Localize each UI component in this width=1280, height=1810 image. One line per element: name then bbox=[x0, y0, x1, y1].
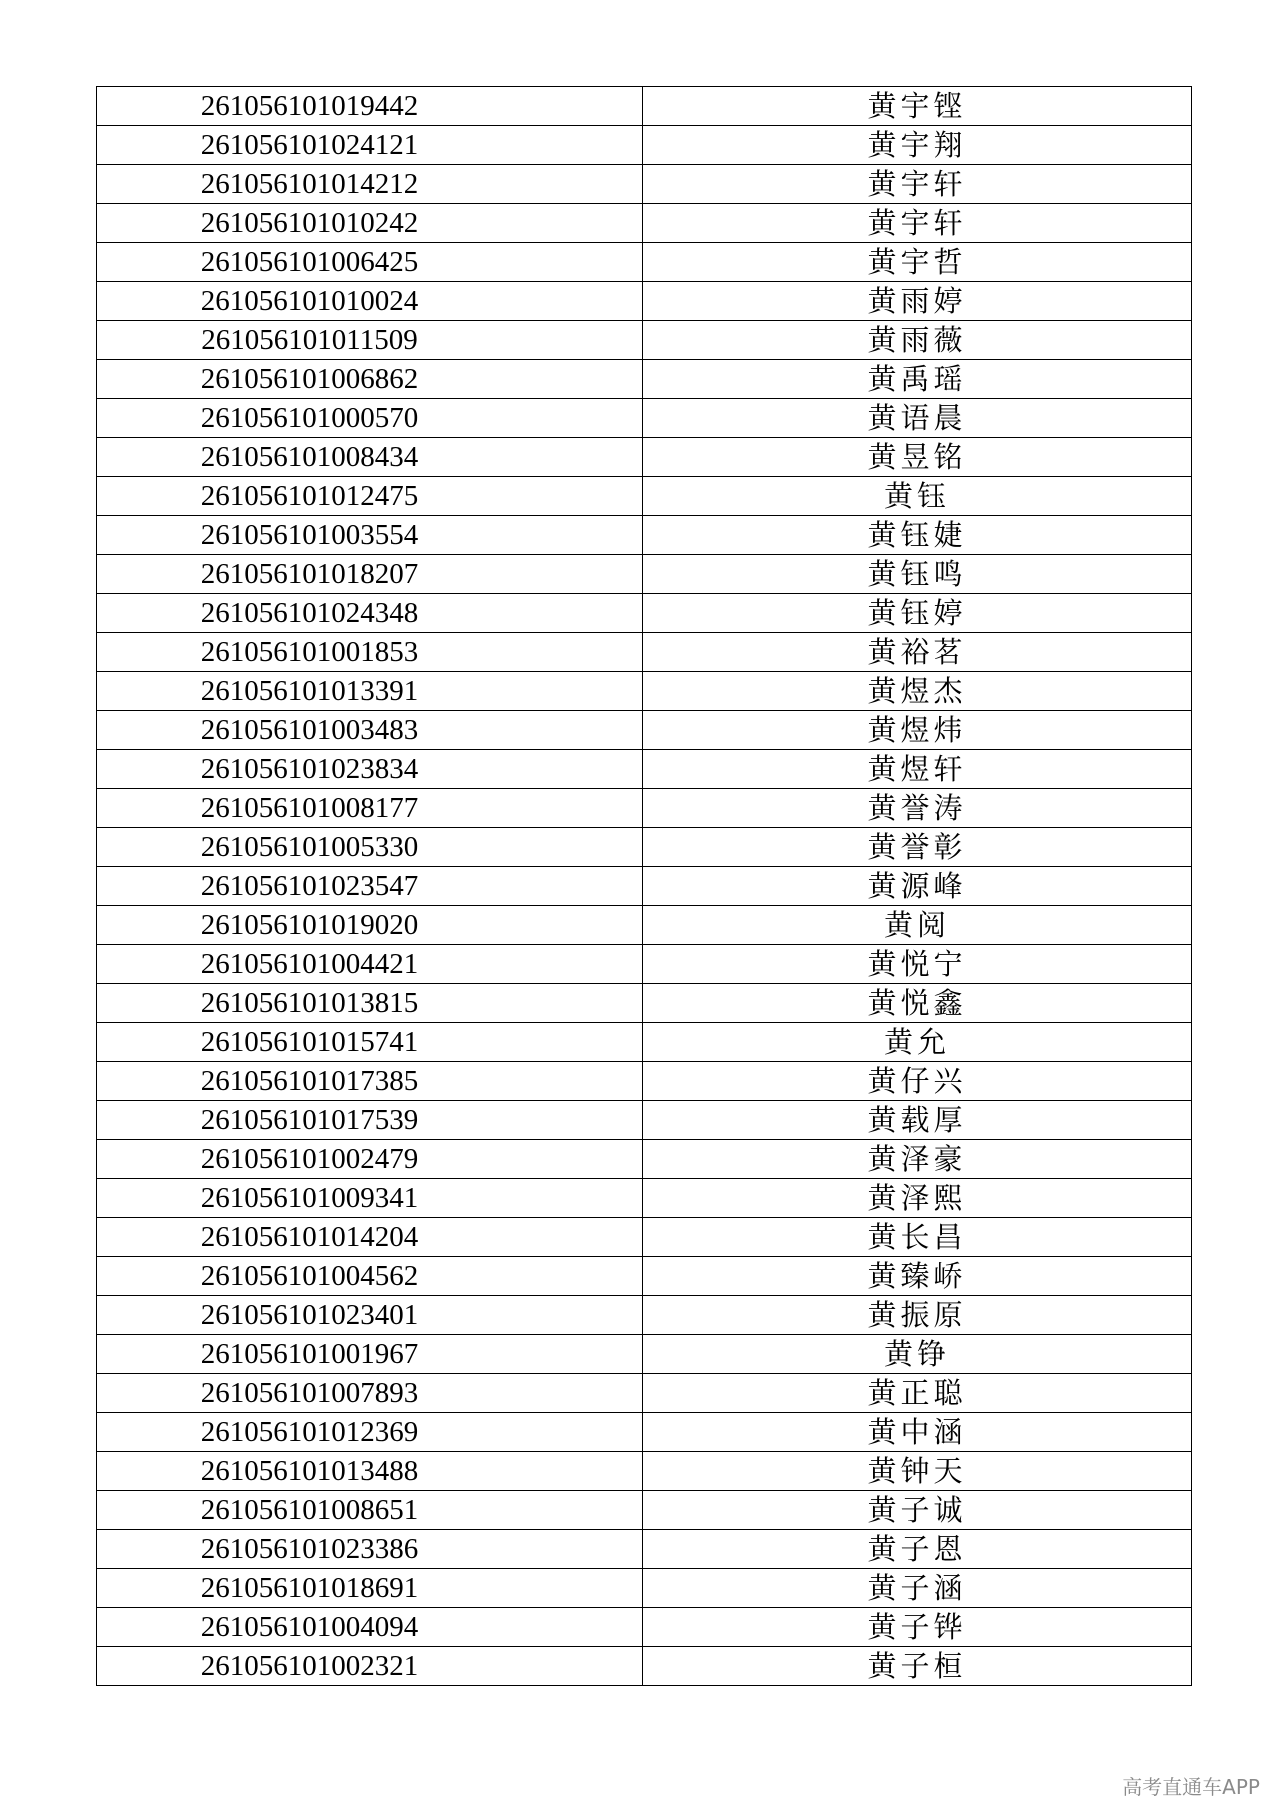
exam-number-cell: 261056101001853 bbox=[97, 633, 643, 672]
student-name-cell: 黄长昌 bbox=[643, 1218, 1192, 1257]
table-row bbox=[97, 1296, 1192, 1335]
exam-number-cell: 261056101024348 bbox=[97, 594, 643, 633]
student-name-cell: 黄宇翔 bbox=[643, 126, 1192, 165]
table-row bbox=[97, 1413, 1192, 1452]
exam-number-cell: 261056101024121 bbox=[97, 126, 643, 165]
student-name-cell: 黄煜轩 bbox=[643, 750, 1192, 789]
exam-number-cell: 261056101017539 bbox=[97, 1101, 643, 1140]
roster-table-body bbox=[97, 87, 1192, 1686]
table-row bbox=[97, 438, 1192, 477]
exam-number-cell: 261056101015741 bbox=[97, 1023, 643, 1062]
table-row bbox=[97, 711, 1192, 750]
exam-number-cell: 261056101019442 bbox=[97, 87, 643, 126]
exam-number-cell: 261056101003483 bbox=[97, 711, 643, 750]
table-row bbox=[97, 87, 1192, 126]
table-row bbox=[97, 1569, 1192, 1608]
table-row bbox=[97, 1335, 1192, 1374]
exam-number-cell: 261056101007893 bbox=[97, 1374, 643, 1413]
table-row bbox=[97, 984, 1192, 1023]
table-row bbox=[97, 1530, 1192, 1569]
table-row bbox=[97, 165, 1192, 204]
student-name-cell: 黄语晨 bbox=[643, 399, 1192, 438]
table-row bbox=[97, 477, 1192, 516]
roster-sheet bbox=[96, 86, 1190, 1686]
exam-number-cell: 261056101010242 bbox=[97, 204, 643, 243]
student-name-cell: 黄悦鑫 bbox=[643, 984, 1192, 1023]
exam-number-cell: 261056101014204 bbox=[97, 1218, 643, 1257]
exam-number-cell: 261056101002479 bbox=[97, 1140, 643, 1179]
table-row bbox=[97, 1218, 1192, 1257]
table-row bbox=[97, 243, 1192, 282]
table-row bbox=[97, 1257, 1192, 1296]
student-name-cell: 黄泽熙 bbox=[643, 1179, 1192, 1218]
exam-number-cell: 261056101009341 bbox=[97, 1179, 643, 1218]
student-name-cell: 黄昱铭 bbox=[643, 438, 1192, 477]
table-row bbox=[97, 828, 1192, 867]
table-row bbox=[97, 399, 1192, 438]
exam-number-cell: 261056101004421 bbox=[97, 945, 643, 984]
exam-number-cell: 261056101018207 bbox=[97, 555, 643, 594]
student-name-cell: 黄子诚 bbox=[643, 1491, 1192, 1530]
student-name-cell: 黄誉涛 bbox=[643, 789, 1192, 828]
table-row bbox=[97, 1062, 1192, 1101]
table-row bbox=[97, 945, 1192, 984]
table-row bbox=[97, 360, 1192, 399]
student-name-cell: 黄子恩 bbox=[643, 1530, 1192, 1569]
exam-number-cell: 261056101023547 bbox=[97, 867, 643, 906]
table-row bbox=[97, 1179, 1192, 1218]
table-row bbox=[97, 1491, 1192, 1530]
exam-number-cell: 261056101023386 bbox=[97, 1530, 643, 1569]
student-name-cell: 黄雨婷 bbox=[643, 282, 1192, 321]
student-name-cell: 黄宇铿 bbox=[643, 87, 1192, 126]
table-row bbox=[97, 1452, 1192, 1491]
table-row bbox=[97, 672, 1192, 711]
student-name-cell: 黄子铧 bbox=[643, 1608, 1192, 1647]
student-name-cell: 黄誉彰 bbox=[643, 828, 1192, 867]
exam-number-cell: 261056101023401 bbox=[97, 1296, 643, 1335]
table-row bbox=[97, 1101, 1192, 1140]
table-row bbox=[97, 282, 1192, 321]
exam-number-cell: 261056101008434 bbox=[97, 438, 643, 477]
exam-number-cell: 261056101013488 bbox=[97, 1452, 643, 1491]
student-name-cell: 黄钰婷 bbox=[643, 594, 1192, 633]
student-name-cell: 黄子涵 bbox=[643, 1569, 1192, 1608]
exam-number-cell: 261056101013815 bbox=[97, 984, 643, 1023]
exam-number-cell: 261056101004562 bbox=[97, 1257, 643, 1296]
exam-number-cell: 261056101010024 bbox=[97, 282, 643, 321]
exam-number-cell: 261056101023834 bbox=[97, 750, 643, 789]
table-row bbox=[97, 1140, 1192, 1179]
exam-number-cell: 261056101006425 bbox=[97, 243, 643, 282]
exam-number-cell: 261056101005330 bbox=[97, 828, 643, 867]
watermark: 高考直通车APP bbox=[1122, 1775, 1260, 1799]
student-name-cell: 黄振原 bbox=[643, 1296, 1192, 1335]
exam-number-cell: 261056101019020 bbox=[97, 906, 643, 945]
student-name-cell: 黄泽豪 bbox=[643, 1140, 1192, 1179]
student-name-cell: 黄钟天 bbox=[643, 1452, 1192, 1491]
student-name-cell: 黄宇轩 bbox=[643, 204, 1192, 243]
table-row bbox=[97, 516, 1192, 555]
student-name-cell: 黄正聪 bbox=[643, 1374, 1192, 1413]
table-row bbox=[97, 1647, 1192, 1686]
exam-number-cell: 261056101003554 bbox=[97, 516, 643, 555]
exam-number-cell: 261056101001967 bbox=[97, 1335, 643, 1374]
table-row bbox=[97, 1023, 1192, 1062]
student-name-cell: 黄源峰 bbox=[643, 867, 1192, 906]
table-row bbox=[97, 555, 1192, 594]
student-name-cell: 黄煜杰 bbox=[643, 672, 1192, 711]
roster-table bbox=[96, 86, 1192, 1686]
exam-number-cell: 261056101002321 bbox=[97, 1647, 643, 1686]
student-name-cell: 黄悦宁 bbox=[643, 945, 1192, 984]
table-row bbox=[97, 1608, 1192, 1647]
table-row bbox=[97, 633, 1192, 672]
exam-number-cell: 261056101017385 bbox=[97, 1062, 643, 1101]
exam-number-cell: 261056101000570 bbox=[97, 399, 643, 438]
student-name-cell: 黄钰婕 bbox=[643, 516, 1192, 555]
student-name-cell: 黄仔兴 bbox=[643, 1062, 1192, 1101]
exam-number-cell: 261056101011509 bbox=[97, 321, 643, 360]
student-name-cell: 黄中涵 bbox=[643, 1413, 1192, 1452]
student-name-cell: 黄允 bbox=[643, 1023, 1192, 1062]
table-row bbox=[97, 867, 1192, 906]
table-row bbox=[97, 789, 1192, 828]
student-name-cell: 黄宇哲 bbox=[643, 243, 1192, 282]
student-name-cell: 黄裕茗 bbox=[643, 633, 1192, 672]
student-name-cell: 黄阅 bbox=[643, 906, 1192, 945]
student-name-cell: 黄臻峤 bbox=[643, 1257, 1192, 1296]
student-name-cell: 黄宇轩 bbox=[643, 165, 1192, 204]
table-row bbox=[97, 750, 1192, 789]
student-name-cell: 黄雨薇 bbox=[643, 321, 1192, 360]
exam-number-cell: 261056101013391 bbox=[97, 672, 643, 711]
exam-number-cell: 261056101012475 bbox=[97, 477, 643, 516]
table-row bbox=[97, 204, 1192, 243]
student-name-cell: 黄铮 bbox=[643, 1335, 1192, 1374]
student-name-cell: 黄煜炜 bbox=[643, 711, 1192, 750]
student-name-cell: 黄子桓 bbox=[643, 1647, 1192, 1686]
table-row bbox=[97, 906, 1192, 945]
exam-number-cell: 261056101012369 bbox=[97, 1413, 643, 1452]
student-name-cell: 黄载厚 bbox=[643, 1101, 1192, 1140]
table-row bbox=[97, 594, 1192, 633]
student-name-cell: 黄禹瑶 bbox=[643, 360, 1192, 399]
exam-number-cell: 261056101014212 bbox=[97, 165, 643, 204]
table-row bbox=[97, 126, 1192, 165]
exam-number-cell: 261056101006862 bbox=[97, 360, 643, 399]
student-name-cell: 黄钰 bbox=[643, 477, 1192, 516]
exam-number-cell: 261056101018691 bbox=[97, 1569, 643, 1608]
exam-number-cell: 261056101008651 bbox=[97, 1491, 643, 1530]
student-name-cell: 黄钰鸣 bbox=[643, 555, 1192, 594]
table-row bbox=[97, 321, 1192, 360]
exam-number-cell: 261056101004094 bbox=[97, 1608, 643, 1647]
table-row bbox=[97, 1374, 1192, 1413]
exam-number-cell: 261056101008177 bbox=[97, 789, 643, 828]
